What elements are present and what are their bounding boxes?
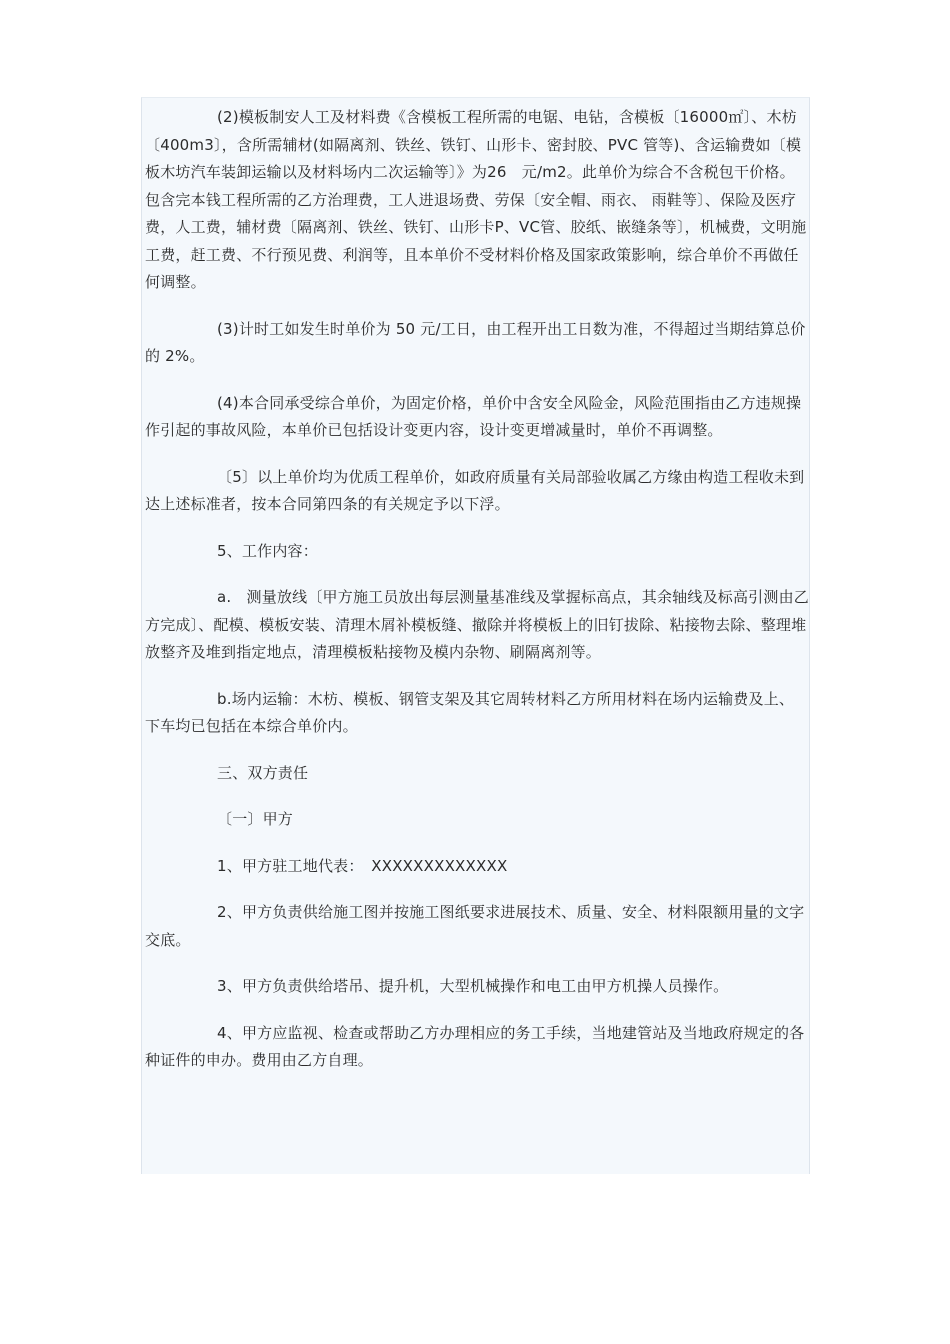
paragraph-work-item-a: a. 测量放线〔甲方施工员放出每层测量基准线及掌握标高点，其余轴线及标高引测由乙方完成〕、配模、模板安装、清理木屑补模板缝、撤除并将模板上的旧钉拔除、粘接物去除、整理堆放整齐及堆到指定地点，清理模板粘接物及模内杂物、刷隔离剂等。 [145, 588, 809, 661]
paragraph-quality-price: 〔5〕以上单价均为优质工程单价，如政府质量有关局部验收属乙方缘由构造工程收未到达上述标准者，按本合同第四条的有关规定予以下浮。 [145, 467, 805, 513]
document-body [145, 104, 809, 1094]
paragraph-work-item-b: b.场内运输：木枋、模板、钢管支架及其它周转材料乙方所用材料在场内运输费及上、下车均已包括在本综合单价内。 [145, 689, 795, 735]
paragraph-hourly-labor: (3)计时工如发生时单价为 50 元/工日，由工程开出工日数为准，不得超过当期结算总价的 2%。 [145, 319, 806, 365]
paragraph-party-a-drawings: 2、甲方负责供给施工图并按施工图纸要求进展技术、质量、安全、材料限额用量的文字交底。 [145, 903, 805, 949]
subsection-heading-party-a: 〔一〕甲方 [217, 810, 294, 828]
paragraph-party-a-equipment: 3、甲方负责供给塔吊、提升机，大型机械操作和电工由甲方机操人员操作。 [217, 977, 729, 995]
paragraph-party-a-supervision: 4、甲方应监视、检查或帮助乙方办理相应的务工手续，当地建管站及当地政府规定的各种证件的申办。费用由乙方自理。 [145, 1023, 805, 1069]
section-heading-responsibilities: 三、双方责任 [217, 763, 309, 782]
paragraph-fixed-price: (4)本合同承受综合单价，为固定价格，单价中含安全风险金，风险范围指由乙方违规操作引起的事故风险，本单价已包括设计变更内容，设计变更增减量时，单价不再调整。 [145, 393, 802, 439]
paragraph-work-content-heading: 5、工作内容： [217, 541, 318, 560]
paragraph-party-a-representative: 1、甲方驻工地代表： XXXXXXXXXXXXX [217, 856, 508, 875]
paragraph-formwork-cost: (2)模板制安人工及材料费《含模板工程所需的电锯、电钻，含模板〔16000㎡〕、木枋〔400m3〕，含所需辅材(如隔离剂、铁丝、铁钉、山形卡、密封胶、PVC 管等)、含运输费如〔模板木坊汽车装卸运输以及材料场内二次运输等〕》为26 元/m2。此单价为综合不含税包干价格。包含完本钱工程所需的乙方治理费，工人进退场费、劳保〔安全帽、雨衣、 雨鞋等〕、保险及医疗费，人工费，辅材费〔隔离剂、铁丝、铁钉、山形卡P、VC管、胶纸、嵌缝条等〕，机械费，文明施工费，赶工费、不行预见费、利润等，且本单价不受材料价格及国家政策影响，综合单价不再做任何调整。 [145, 108, 807, 291]
